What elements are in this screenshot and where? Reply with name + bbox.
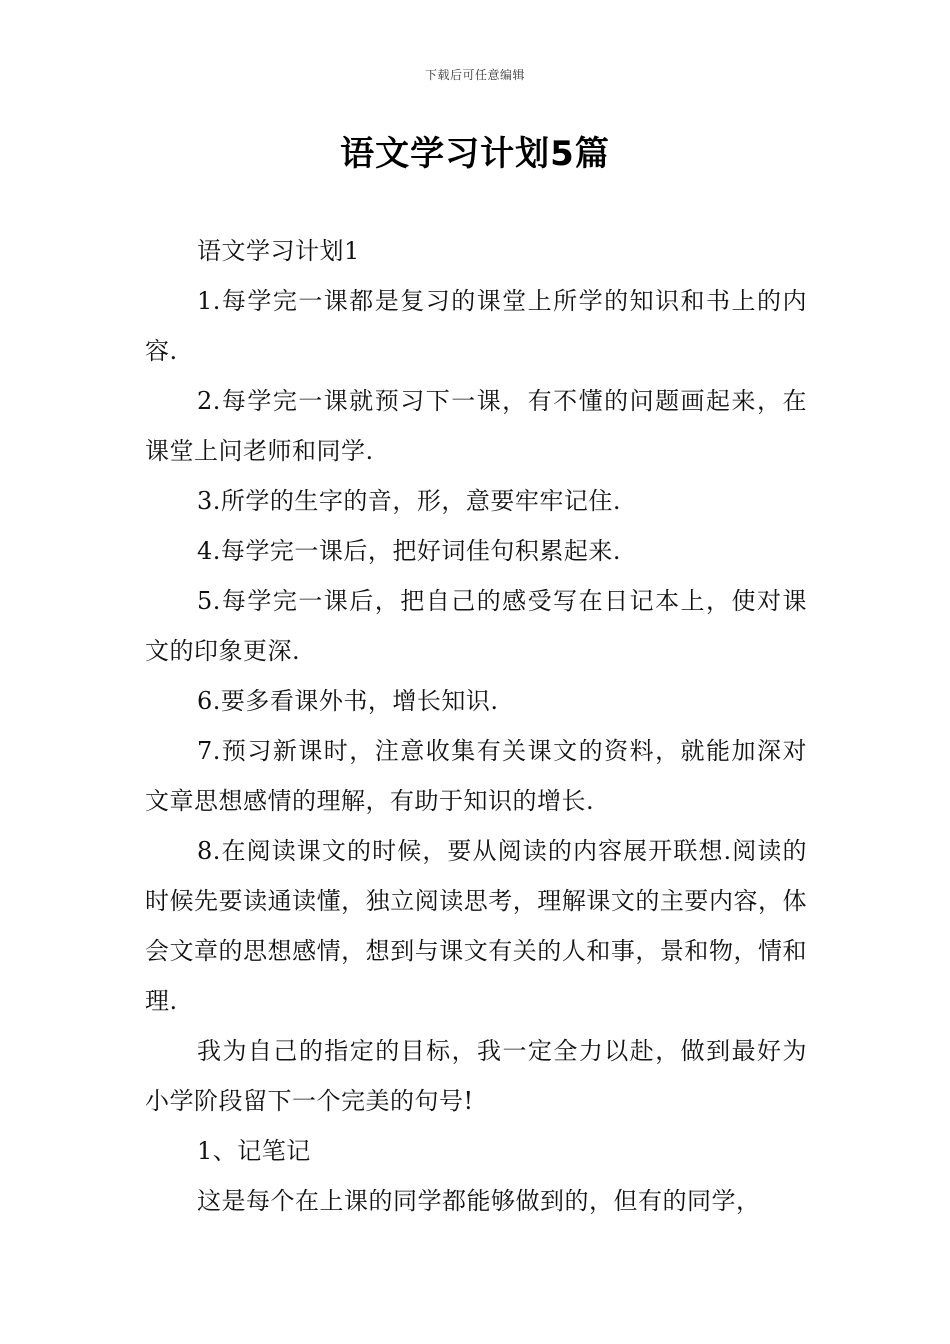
document-body [145,226,807,1226]
paragraph: 5.每学完一课后，把自己的感受写在日记本上，使对课文的印象更深. [145,587,807,665]
header-note: 下载后可任意编辑 [424,68,525,82]
page-title: 语文学习计划5篇 [340,134,610,174]
paragraph: 1.每学完一课都是复习的课堂上所学的知识和书上的内容. [145,287,807,365]
paragraph: 我为自己的指定的目标，我一定全力以赴，做到最好为小学阶段留下一个完美的句号! [145,1037,807,1115]
paragraph: 7.预习新课时，注意收集有关课文的资料，就能加深对文章思想感情的理解，有助于知识的增长. [145,737,807,815]
paragraph: 6.要多看课外书，增长知识. [197,687,499,715]
paragraph: 3.所学的生字的音，形，意要牢牢记住. [197,487,622,515]
paragraph: 这是每个在上课的同学都能够做到的，但有的同学， [197,1187,761,1215]
paragraph: 8.在阅读课文的时候，要从阅读的内容展开联想.阅读的时候先要读通读懂，独立阅读思考，理解课文的主要内容，体会文章的思想感情，想到与课文有关的人和事，景和物，情和理. [145,837,807,1015]
section-heading: 语文学习计划1 [197,237,360,265]
paragraph: 4.每学完一课后，把好词佳句积累起来. [197,537,622,565]
section-heading: 1、记笔记 [197,1137,311,1165]
paragraph: 2.每学完一课就预习下一课，有不懂的问题画起来，在课堂上问老师和同学. [145,387,807,465]
